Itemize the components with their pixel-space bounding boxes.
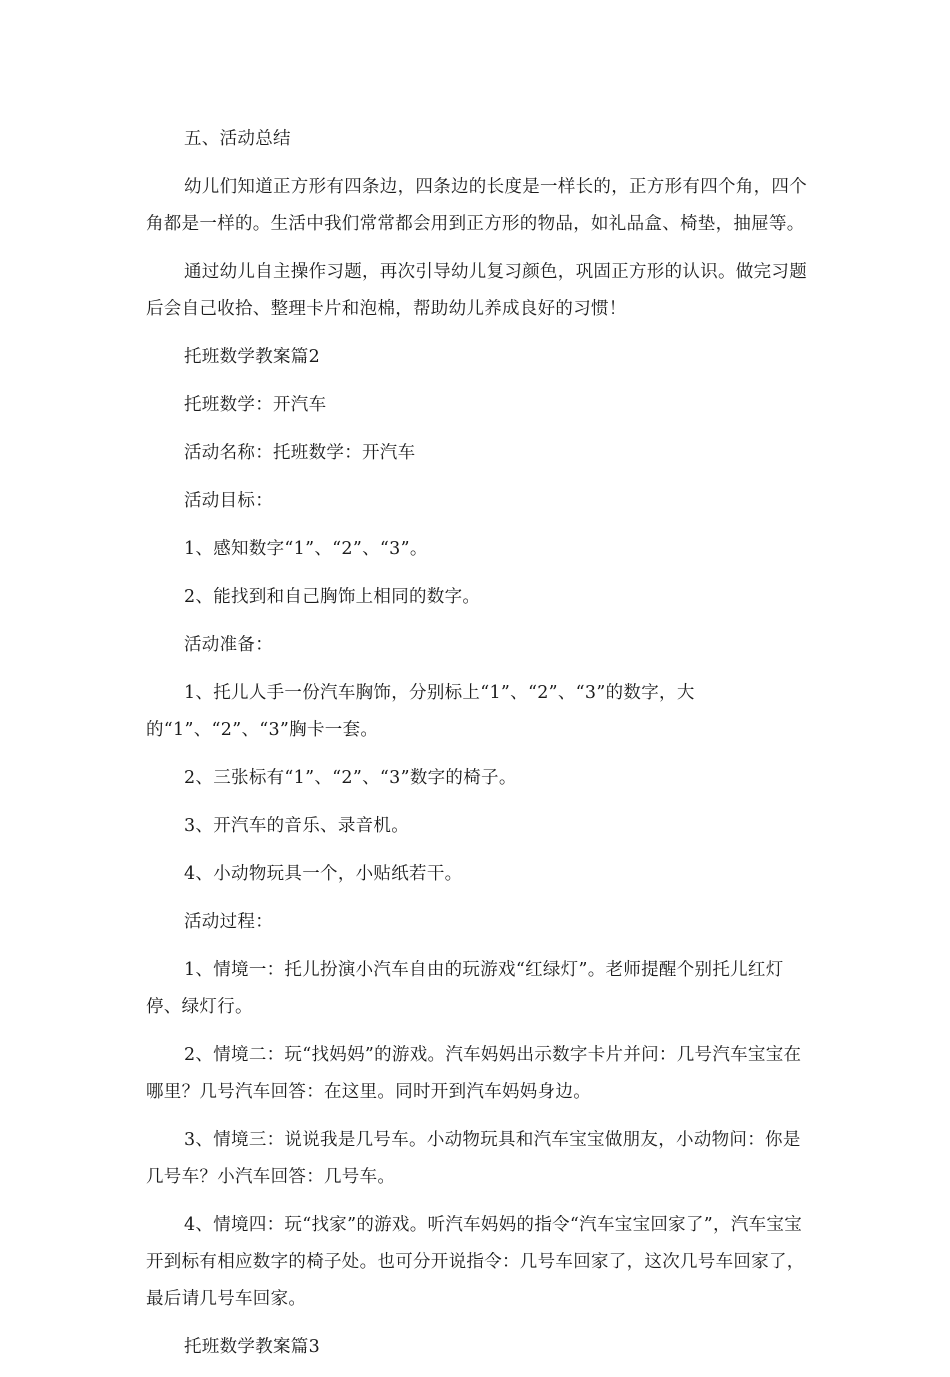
document-body xyxy=(146,121,810,1377)
section-heading-summary: 五、活动总结 xyxy=(184,129,291,149)
activity-name: 活动名称：托班数学：开汽车 xyxy=(184,443,416,463)
process-item-1: 1、情境一：托儿扮演小汽车自由的玩游戏“红绿灯”。老师提醒个别托儿红灯停、绿灯行。 xyxy=(146,960,784,1017)
activity-process-heading: 活动过程： xyxy=(184,912,273,932)
lesson-title: 托班数学：开汽车 xyxy=(184,395,327,415)
process-item-4: 4、情境四：玩“找家”的游戏。听汽车妈妈的指令“汽车宝宝回家了”，汽车宝宝开到标有相应数字的椅子处。也可分开说指令：几号车回家了，这次几号车回家了，最后请几号车回家。 xyxy=(146,1215,805,1309)
process-item-3: 3、情境三：说说我是几号车。小动物玩具和汽车宝宝做朋友，小动物问：你是几号车？小汽车回答：几号车。 xyxy=(146,1130,801,1187)
activity-preparation-heading: 活动准备： xyxy=(184,635,273,655)
process-item-2: 2、情境二：玩“找妈妈”的游戏。汽车妈妈出示数字卡片并问：几号汽车宝宝在哪里？几号汽车回答：在这里。同时开到汽车妈妈身边。 xyxy=(146,1045,802,1102)
paragraph-summary-exercise: 通过幼儿自主操作习题，再次引导幼儿复习颜色，巩固正方形的认识。做完习题后会自己收拾、整理卡片和泡棉，帮助幼儿养成良好的习惯！ xyxy=(146,262,807,319)
preparation-item-2: 2、三张标有“1”、“2”、“3”数字的椅子。 xyxy=(184,768,517,788)
paragraph-summary-square: 幼儿们知道正方形有四条边，四条边的长度是一样长的，正方形有四个角，四个角都是一样的。生活中我们常常都会用到正方形的物品，如礼品盒、椅垫，抽屉等。 xyxy=(146,177,807,234)
preparation-item-1: 1、托儿人手一份汽车胸饰，分别标上“1”、“2”、“3”的数字，大的“1”、“2”、“3”胸卡一套。 xyxy=(146,683,695,740)
preparation-item-4: 4、小动物玩具一个，小贴纸若干。 xyxy=(184,864,463,884)
chapter-heading-2: 托班数学教案篇2 xyxy=(184,347,321,367)
preparation-item-3: 3、开汽车的音乐、录音机。 xyxy=(184,816,410,836)
activity-goals-heading: 活动目标： xyxy=(184,491,273,511)
chapter-heading-3: 托班数学教案篇3 xyxy=(184,1337,321,1357)
goal-item-2: 2、能找到和自己胸饰上相同的数字。 xyxy=(184,587,481,607)
goal-item-1: 1、感知数字“1”、“2”、“3”。 xyxy=(184,539,428,559)
